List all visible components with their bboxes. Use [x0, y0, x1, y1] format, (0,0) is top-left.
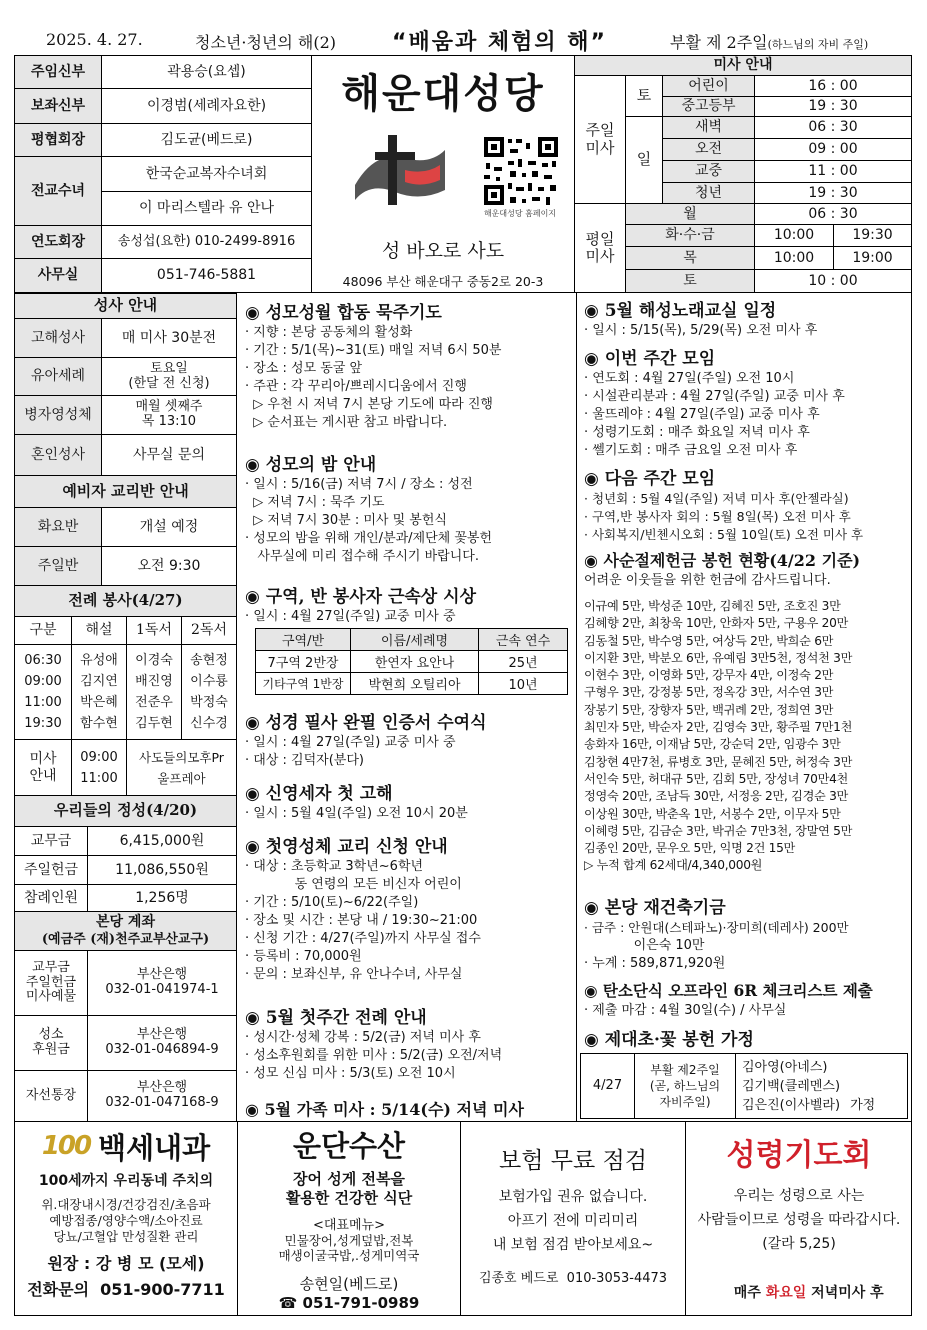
- notice-line: · 문의 : 보좌신부, 유 안나수녀, 사무실: [245, 967, 463, 982]
- catechumen-key: 화요반: [14, 507, 102, 547]
- notice-title: ◉ 이번 주간 모임: [584, 349, 716, 369]
- notice-line: · 장소 및 시간 : 본당 내 / 19:30~21:00: [245, 913, 478, 928]
- donor-line: 이지환 3만, 박분오 6만, 유예림 3만5천, 정석천 3만: [584, 650, 853, 665]
- account-key: 교무금 주일헌금 미사예물: [14, 950, 88, 1016]
- mass-name: 중고등부: [662, 96, 755, 117]
- staff-role: 연도회장: [14, 225, 102, 259]
- bulletin-date: 2025. 4. 27.: [46, 30, 143, 49]
- liturgy-title: 전례 봉사(4/27): [14, 585, 237, 617]
- notice-line: ▷ 저녁 7시 30분 : 미사 및 봉헌식: [245, 513, 447, 528]
- weekday-time: 10:00: [754, 246, 834, 270]
- restaurant-phone: ☎ 051-791-0989: [278, 1294, 420, 1312]
- sacrament-value: 매 미사 30분전: [101, 318, 237, 358]
- parish-patron: 성 바오로 사도: [381, 240, 505, 262]
- clinic-logo-icon: 100: [41, 1131, 91, 1161]
- notice-line: · 울뜨레야 : 4월 27일(주일) 교중 미사 후: [584, 407, 820, 422]
- weekday-liturgy-label: 미사 안내: [14, 739, 72, 796]
- offering-key: 참례인원: [14, 884, 88, 912]
- insurance-body: 보험가입 권유 없습니다. 아프기 전에 미리미리 내 보험 점검 받아보세요~: [492, 1189, 654, 1253]
- liturgy-header: 1독서: [126, 616, 182, 645]
- notice-line: · 사회복지/빈첸시오회 : 5월 10일(토) 오전 미사 후: [584, 527, 864, 542]
- offering-key: 교무금: [14, 826, 88, 856]
- slogan: “배움과 체험의 해”: [392, 30, 608, 55]
- sacrament-key: 고해성사: [14, 318, 102, 358]
- qr-code[interactable]: [482, 135, 560, 207]
- mass-name: 오전: [662, 138, 755, 161]
- award-cell: 한연자 요안나: [351, 651, 479, 673]
- donor-line: 구형우 3만, 강정봉 5만, 정옥강 3만, 서수연 3만: [584, 685, 834, 700]
- ad-insurance: [461, 1124, 685, 1286]
- notice-line: · 쎌기도회 : 매주 금요일 오전 미사 후: [584, 443, 798, 458]
- donor-line: 이현수 3만, 이영화 5만, 강무자 4만, 이정숙 2만: [584, 668, 834, 683]
- donor-list: [584, 598, 909, 875]
- award-cell: 10년: [479, 673, 568, 695]
- notice-right-0: [584, 296, 909, 340]
- donor-line: 김창현 4만7천, 류병호 3만, 문혜진 5만, 허정숙 3만: [584, 754, 853, 769]
- account-title: 본당 계좌: [96, 914, 155, 930]
- year-theme: 청소년·청년의 해(2): [195, 33, 337, 52]
- service-award-table: [255, 628, 568, 695]
- donor-line: 최민자 5만, 박순자 2만, 김영숙 3만, 황주필 7만1천: [584, 720, 853, 735]
- offering-key: 주일헌금: [14, 855, 88, 885]
- catechumen-value: 개설 예정: [101, 507, 237, 547]
- notice-line: · 장소 : 성모 동굴 앞: [245, 361, 363, 376]
- notice-title: ◉ 성경 필사 완필 인증서 수여식: [245, 713, 487, 733]
- weekday-time: 10:00: [754, 224, 834, 247]
- notice-line: · 일시 : 4월 27일(주일) 교중 미사 중: [245, 735, 456, 750]
- notice-line: · 일시 : 5월 4일(주일) 오전 10시 20분: [245, 806, 468, 821]
- altar-date: 4/27: [580, 1053, 635, 1119]
- donor-line: 이혜령 5만, 김금순 3만, 박귀순 7만3천, 장말연 5만: [584, 823, 853, 838]
- altar-names: 김아영(아네스) 김기백(클레멘스) 김은진(이사벨라): [742, 1059, 841, 1113]
- notice-right-3: [584, 548, 909, 590]
- weekday-time: 10 : 00: [754, 269, 912, 293]
- sunday-name: 부활 제 2주일: [670, 33, 768, 52]
- account-number: 032-01-047168-9: [105, 1095, 219, 1110]
- account-key: 자선통장: [14, 1070, 88, 1122]
- clinic-owner: 원장 : 강 병 모 (모세): [47, 1254, 205, 1273]
- notice-line: · 청년회 : 5월 4일(주일) 저녁 미사 후(안젤라실): [584, 491, 849, 506]
- donor-line: 정영숙 20만, 조남득 30만, 서정응 2만, 김경순 3만: [584, 789, 849, 804]
- staff-name: 이경범(세례자요한): [101, 88, 312, 124]
- notice-title: ◉ 본당 재건축기금: [584, 898, 726, 918]
- mass-time: 09 : 00: [754, 138, 912, 161]
- prayer-group-title: 성령기도회: [726, 1138, 872, 1173]
- account-value: [87, 950, 237, 1016]
- sunday-mass-label: 주일 미사: [574, 75, 626, 204]
- notice-middle-3: [245, 708, 573, 770]
- sacrament-key: 병자영성체: [14, 395, 102, 435]
- liturgy-header: 해설: [71, 616, 127, 645]
- notice-right-2: [584, 464, 909, 544]
- insurance-contact: 김종호 베드로 010-3053-4473: [478, 1271, 668, 1286]
- notice-middle-4: [245, 779, 573, 823]
- clinic-services: 위.대장내시경/건강검진/초음파 예방접종/영양수액/소아진료 당뇨/고혈압 만성질환 관리: [41, 1197, 211, 1244]
- award-cell: 25년: [479, 651, 568, 673]
- offering-value: 1,256명: [87, 884, 237, 912]
- restaurant-tagline: 장어 성게 전복을 활용한 건강한 식단: [285, 1170, 413, 1207]
- notice-middle-6: [245, 1003, 573, 1083]
- sacrament-title: 성사 안내: [14, 293, 237, 319]
- staff-role: 보좌신부: [14, 88, 102, 124]
- restaurant-name: 운단수산: [292, 1129, 406, 1163]
- donor-line: 이상원 30만, 박춘옥 1만, 서봉수 2만, 이무자 5만: [584, 806, 841, 821]
- weekday-liturgy-times: 09:00 11:00: [71, 739, 127, 796]
- notice-title: ◉ 다음 주간 모임: [584, 469, 716, 489]
- restaurant-owner: 송현일(베드로): [299, 1275, 399, 1293]
- donor-line: 김종인 20만, 문우오 5만, 익명 2건 15만: [584, 841, 795, 856]
- parish-logo: [350, 130, 450, 210]
- award-cell: 7구역 2반장: [256, 651, 351, 673]
- liturgy-header: 구분: [14, 616, 72, 645]
- mass-name: 청년: [662, 182, 755, 204]
- weekday-time: 19:00: [833, 246, 912, 270]
- notice-title: ◉ 5월 가족 미사 : 5/14(수) 저녁 미사: [245, 1100, 524, 1119]
- notice-line: · 지향 : 본당 공동체의 활성화: [245, 325, 413, 340]
- restaurant-menu: 민물장어,성게덮밥,전복 매생이굴국밥,.성게미역국: [278, 1233, 420, 1263]
- clinic-phone: 전화문의 051-900-7711: [27, 1280, 225, 1299]
- clinic-brand: [15, 1124, 237, 1168]
- staff-name-2: 이 마리스텔라 유 안나: [101, 191, 312, 226]
- restaurant-menu-title: <대표메뉴>: [312, 1218, 386, 1233]
- notice-line: · 성령기도회 : 매주 화요일 저녁 미사 후: [584, 425, 810, 440]
- sacrament-key: 유아세례: [14, 357, 102, 396]
- account-subtitle: (예금주 (재)천주교부산교구): [41, 932, 210, 947]
- account-value: [87, 1070, 237, 1122]
- notice-title: ◉ 5월 첫주간 전례 안내: [245, 1008, 427, 1028]
- mass-time: 19 : 30: [754, 182, 912, 204]
- staff-role: 전교수녀: [14, 156, 102, 226]
- notice-right2-2: [584, 1025, 909, 1050]
- mass-time: 11 : 00: [754, 160, 912, 183]
- notice-line: · 등록비 : 70,000원: [245, 949, 362, 964]
- notice-line: · 성모 신심 미사 : 5/3(토) 오전 10시: [245, 1066, 456, 1081]
- award-cell: 박현희 오틸리아: [351, 673, 479, 695]
- donor-line: 김혜향 2만, 최창욱 10만, 안화자 5만, 구용우 20만: [584, 616, 849, 631]
- account-key: 성소 후원금: [14, 1015, 88, 1071]
- notice-line: 동 연령의 모든 비신자 어린이: [245, 877, 462, 892]
- notice-line: · 구역,반 봉사자 회의 : 5월 8일(목) 오전 미사 후: [584, 509, 851, 524]
- weekday-day: 토: [625, 269, 755, 293]
- notice-line: · 일시 : 5/15(목), 5/29(목) 오전 미사 후: [584, 323, 818, 338]
- catechumen-value: 오전 9:30: [101, 546, 237, 586]
- sacrament-value: 토요일 (한달 전 신청): [101, 357, 237, 396]
- weekday-liturgy-groups: 사도들의모후Pr 울프레아: [126, 739, 237, 796]
- notice-title: ◉ 구역, 반 봉사자 근속상 시상: [245, 587, 476, 607]
- notice-line: · 성모의 밤을 위해 개인/분과/제단체 꽃봉헌: [245, 531, 493, 546]
- notice-line: · 성시간·성체 강복 : 5/2(금) 저녁 미사 후: [245, 1030, 481, 1045]
- weekday-day: 목: [625, 246, 755, 270]
- notice-line: · 연도회 : 4월 27일(주일) 오전 10시: [584, 371, 795, 386]
- notice-line: · 기간 : 5/1(목)~31(토) 매일 저녁 6시 50분: [245, 343, 502, 358]
- ad-prayer-group: [686, 1124, 912, 1318]
- qr-caption: 해운대성당 홈페이지: [483, 209, 557, 218]
- notice-line: 사무실에 미리 접수해 주시기 바랍니다.: [245, 549, 479, 564]
- donor-line: ▷ 누적 합계 62세대/4,340,000원: [584, 858, 763, 873]
- weekday-time: 19:30: [833, 224, 912, 247]
- notice-line: · 기간 : 5/10(토)~6/22(주일): [245, 895, 419, 910]
- notice-line: ▷ 저녁 7시 : 묵주 기도: [245, 495, 385, 510]
- liturgy-second-readers: 송현정 이수룡 박정숙 신수경: [181, 644, 237, 740]
- notice-line: 이은숙 10만: [584, 938, 705, 953]
- notice-title: ◉ 신영세자 첫 고해: [245, 784, 393, 804]
- account-bank: 부산은행: [136, 1027, 188, 1043]
- notice-line: · 대상 : 김덕자(분다): [245, 753, 364, 768]
- mass-time: 19 : 30: [754, 96, 912, 117]
- altar-day: 부활 제2주일 (곧, 하느님의 자비주일): [634, 1053, 736, 1119]
- account-bank: 부산은행: [136, 967, 188, 983]
- liturgy-first-readers: 이경숙 배진영 전준우 김두현: [126, 644, 182, 740]
- staff-name: 송성섭(요한) 010-2499-8916: [101, 225, 312, 259]
- notice-middle-7: [245, 1097, 573, 1120]
- account-header: [14, 911, 237, 951]
- staff-name: 곽용승(요셉): [101, 55, 312, 89]
- staff-name: 김도균(베드로): [101, 123, 312, 157]
- weekday-day: 화·수·금: [625, 224, 755, 247]
- sunday-subtitle: (하느님의 자비 주일): [767, 38, 869, 51]
- notice-line: · 일시 : 4월 27일(주일) 교중 미사 중: [245, 609, 456, 624]
- notice-title: ◉ 성모의 밤 안내: [245, 455, 377, 475]
- notice-right2-1: [584, 979, 909, 1020]
- weekday-time: 06 : 30: [754, 203, 912, 225]
- schedule-prefix: 매주: [733, 1285, 766, 1301]
- insurance-title: 보험 무료 점검: [499, 1148, 647, 1174]
- schedule-day: 화요일: [765, 1285, 807, 1301]
- notice-title: ◉ 5월 해성노래교실 일정: [584, 301, 777, 321]
- notice-line: · 누계 : 589,871,920원: [584, 956, 726, 971]
- account-number: 032-01-046894-9: [105, 1042, 219, 1057]
- notice-title: ◉ 사순절제헌금 봉헌 현황(4/22 기준): [584, 551, 861, 570]
- mass-name: 어린이: [662, 75, 755, 97]
- parish-name: 해운대성당: [341, 71, 545, 117]
- notice-middle-5: [245, 832, 573, 984]
- notice-line: · 주관 : 각 꾸리아/쁘레시디움에서 진행: [245, 379, 467, 394]
- staff-role: 사무실: [14, 258, 102, 293]
- sunday-title: [670, 30, 868, 53]
- staff-role: 주임신부: [14, 55, 102, 89]
- ad-clinic: [15, 1124, 237, 1300]
- offering-value: 11,086,550원: [87, 855, 237, 885]
- parish-address: 48096 부산 해운대구 중동2로 20-3: [342, 274, 544, 289]
- mass-time: 06 : 30: [754, 116, 912, 139]
- notice-line: · 금주 : 안원대(스테파노)·장미희(데레사) 200만: [584, 920, 849, 935]
- staff-name: 051-746-5881: [101, 258, 312, 293]
- mass-name: 새벽: [662, 116, 755, 139]
- altar-families: [735, 1053, 908, 1119]
- saturday-label: 토: [625, 75, 663, 117]
- notice-middle-2: [245, 582, 573, 626]
- staff-name: 한국순교복자수녀회: [101, 156, 312, 192]
- award-header: 구역/반: [256, 629, 351, 651]
- account-value: [87, 1015, 237, 1071]
- mass-name: 교중: [662, 160, 755, 183]
- donor-line: 장봉기 5만, 장향자 5만, 백귀례 2만, 정희연 3만: [584, 702, 834, 717]
- award-header: 근속 연수: [479, 629, 568, 651]
- award-header: 이름/세례명: [351, 629, 479, 651]
- catechumen-key: 주일반: [14, 546, 102, 586]
- award-cell: 기타구역 1반장: [256, 673, 351, 695]
- notice-title: ◉ 첫영성체 교리 신청 안내: [245, 837, 448, 857]
- donor-line: 송화자 16만, 이재남 5만, 강순덕 2만, 임광수 3만: [584, 737, 841, 752]
- notice-right2-0: [584, 893, 909, 973]
- sunday-label: 일: [625, 116, 663, 204]
- prayer-group-body: 우리는 성령으로 사는 사람들이므로 성령을 따라갑시다. (갈라 5,25): [697, 1188, 901, 1252]
- clinic-name: 백세내과: [98, 1130, 211, 1165]
- sacrament-value: 사무실 문의: [101, 434, 237, 476]
- donor-line: 김동철 5만, 박수영 5만, 여상득 2만, 박희순 6만: [584, 633, 834, 648]
- notice-line: ▷ 우천 시 저녁 7시 본당 기도에 따라 진행: [245, 397, 493, 412]
- notice-line: ▷ 순서표는 게시판 참고 바랍니다.: [245, 415, 448, 430]
- altar-suffix: 가정: [850, 1098, 876, 1114]
- liturgy-times: 06:30 09:00 11:00 19:30: [14, 644, 72, 740]
- clinic-tagline: 100세까지 우리동네 주치의: [38, 1173, 214, 1189]
- notice-title: ◉ 제대초·꽃 봉헌 가정: [584, 1030, 754, 1050]
- notice-line: · 제출 마감 : 4월 30일(수) / 사무실: [584, 1003, 787, 1018]
- notice-line: · 신청 기간 : 4/27(주일)까지 사무실 접수: [245, 931, 481, 946]
- donor-line: 이규예 5만, 박성준 10만, 김혜진 5만, 조호진 3만: [584, 599, 841, 613]
- notice-right-1: [584, 344, 909, 460]
- offering-value: 6,415,000원: [87, 826, 237, 856]
- account-number: 032-01-041974-1: [105, 982, 219, 997]
- liturgy-commentators: 유성애 김지연 박은혜 함수현: [71, 644, 127, 740]
- staff-role: 평협회장: [14, 123, 102, 157]
- catechumen-title: 예비자 교리반 안내: [14, 475, 237, 508]
- weekday-day: 월: [625, 203, 755, 225]
- mass-time: 16 : 00: [754, 75, 912, 97]
- liturgy-header: 2독서: [181, 616, 237, 645]
- notice-line: · 대상 : 초등학교 3학년~6학년: [245, 859, 424, 874]
- prayer-group-schedule: [686, 1266, 912, 1318]
- notice-line: · 성소후원회를 위한 미사 : 5/2(금) 오전/저녁: [245, 1048, 503, 1063]
- ad-restaurant: [238, 1124, 460, 1312]
- notice-middle-1: [245, 450, 573, 566]
- sacrament-key: 혼인성사: [14, 434, 102, 476]
- schedule-suffix: 저녁미사 후: [806, 1285, 884, 1301]
- notice-line: · 시설관리분과 : 4월 27일(주일) 교중 미사 후: [584, 389, 845, 404]
- notice-line: 어려운 이웃들을 위한 헌금에 감사드립니다.: [584, 573, 831, 588]
- sacrament-value: 매월 셋째주 목 13:10: [101, 395, 237, 435]
- offering-title: 우리들의 정성(4/20): [14, 795, 237, 827]
- notice-title: ◉ 성모성월 합동 묵주기도: [245, 303, 442, 323]
- account-bank: 부산은행: [136, 1080, 188, 1096]
- mass-title: 미사 안내: [574, 55, 912, 76]
- notice-title: ◉ 탄소단식 오프라인 6R 체크리스트 제출: [584, 981, 873, 1000]
- weekday-mass-label: 평일 미사: [574, 203, 626, 293]
- donor-line: 서인숙 5만, 허대규 5만, 김회 5만, 장성녀 70만4천: [584, 771, 849, 786]
- notice-middle-0: [245, 298, 573, 432]
- notice-line: · 일시 : 5/16(금) 저녁 7시 / 장소 : 성전: [245, 477, 473, 492]
